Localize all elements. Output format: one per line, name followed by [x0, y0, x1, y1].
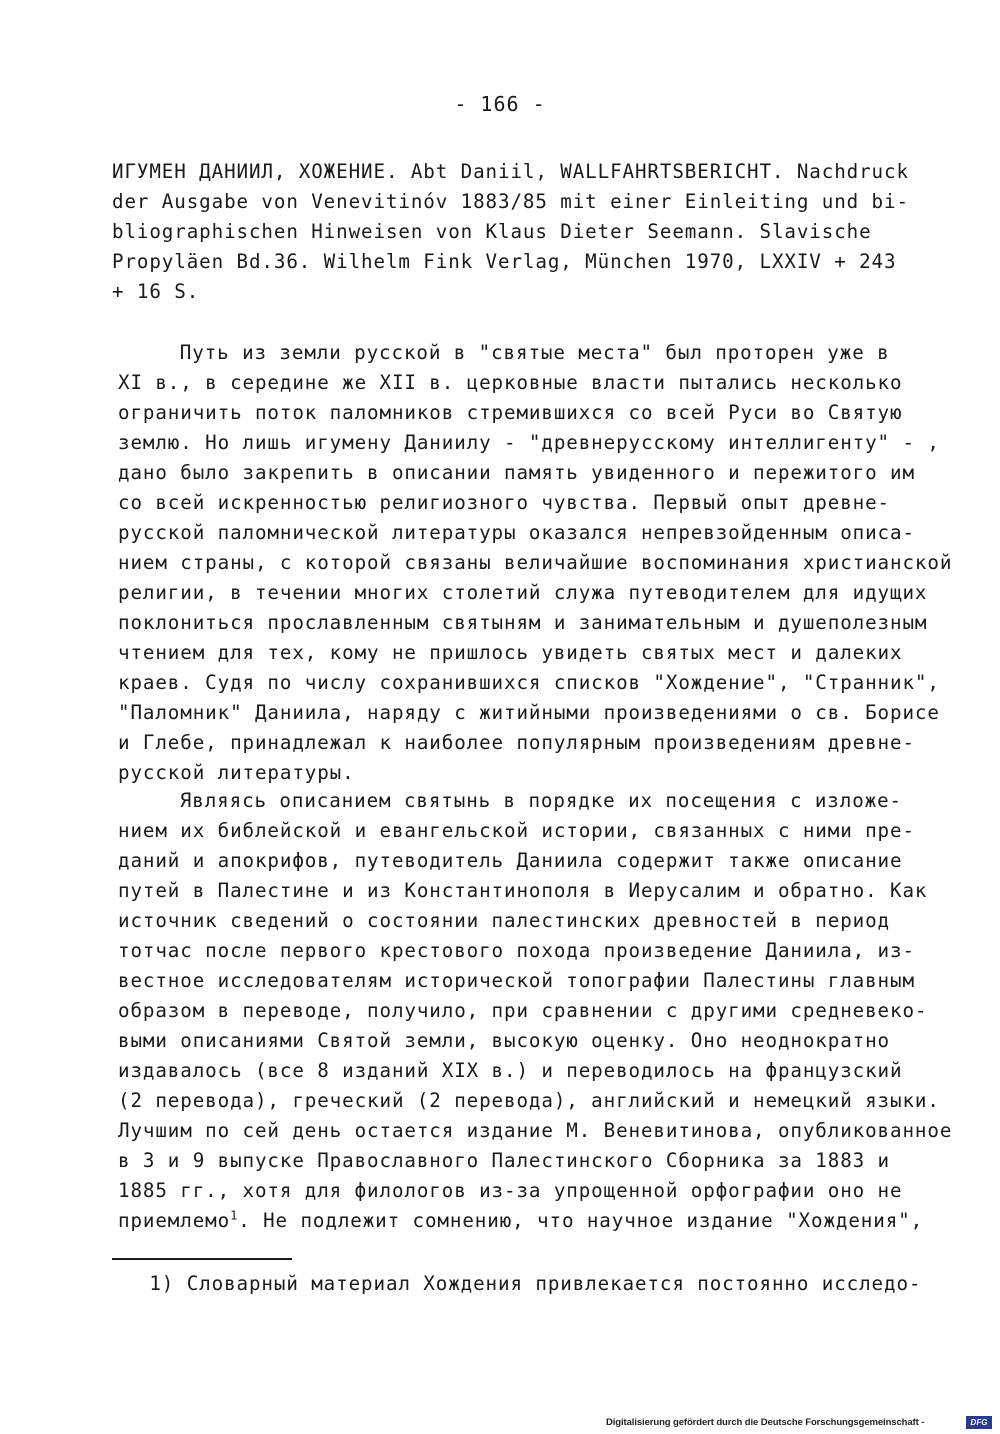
paragraph-line: русской паломнической литературы оказался непревзойденным описа- — [118, 521, 915, 544]
paragraph-line: религии, в течении многих столетий служа путеводителем для идущих — [118, 581, 928, 604]
paragraph-line: дано было закрепить в описании память увиденного и пережитого им — [118, 461, 915, 484]
paragraph-line: вестное исследователям исторической топографии Палестины главным — [118, 969, 915, 992]
paragraph-line: 1885 гг., хотя для филологов из-за упрощенной орфографии оно не — [118, 1179, 903, 1202]
paragraph-line: землю. Но лишь игумену Даниилу - "древнерусскому интеллигенту" - , — [118, 431, 940, 454]
paragraph-line: в 3 и 9 выпуске Православного Палестинского Сборника за 1883 и — [118, 1149, 891, 1172]
paragraph-line: ограничить поток паломников стремившихся со всей Руси во Святую — [118, 401, 903, 424]
paragraph-line: со всей искренностью религиозного чувства. Первый опыт древне- — [118, 491, 891, 514]
dfg-logo-icon: DFG — [966, 1416, 992, 1429]
footnote-separator — [112, 1258, 292, 1260]
paragraph-line: Являясь описанием святынь в порядке их посещения с изложе- — [130, 789, 903, 812]
paragraph-line: нием их библейской и евангельской истории, связанных с ними пре- — [118, 819, 915, 842]
paragraph-line: путей в Палестине и из Константинополя в Иерусалим и обратно. Как — [118, 879, 928, 902]
footnote-reference[interactable]: 1 — [230, 1208, 239, 1223]
paragraph-line: Путь из земли русской в "святые места" был проторен уже в — [130, 341, 890, 364]
page-number: - 166 - — [454, 92, 546, 116]
digitization-credit: Digitalisierung gefördert durch die Deutsche Forschungsgemeinschaft - — [606, 1417, 925, 1428]
paragraph-line: образом в переводе, получило, при сравнении с другими средневеко- — [118, 999, 928, 1022]
paragraph-line: даний и апокрифов, путеводитель Даниила содержит также описание — [118, 849, 903, 872]
footnote-text: 1) Словарный материал Хождения привлекается постоянно исследо- — [112, 1272, 922, 1295]
citation-line: bliographischen Hinweisen von Klaus Dieter Seemann. Slavische — [112, 220, 872, 243]
paragraph-line: нием страны, с которой связаны величайшие воспоминания христианской — [118, 551, 953, 574]
paragraph-line: краев. Судя по числу сохранившихся списков "Хождение", "Странник", — [118, 671, 940, 694]
paragraph-line: "Паломник" Даниила, наряду с житийными произведениями о св. Борисе — [118, 701, 940, 724]
text-after-footnote-ref: . Не подлежит сомнению, что научное издание "Хождения", — [238, 1209, 924, 1232]
citation-line: ИГУМЕН ДАНИИЛ, ХОЖЕНИЕ. Abt Daniil, WALLFAHRTSBERICHT. Nachdruck — [112, 160, 909, 183]
paragraph-line: выми описаниями Святой земли, высокую оценку. Оно неоднократно — [118, 1029, 891, 1052]
paragraph-line: (2 перевода), греческий (2 перевода), английский и немецкий языки. — [118, 1089, 940, 1112]
paragraph-line: издавалось (все 8 изданий XIX в.) и переводилось на французский — [118, 1059, 903, 1082]
citation-line: Propyläen Bd.36. Wilhelm Fink Verlag, München 1970, LXXIV + 243 — [112, 250, 897, 273]
text-before-footnote-ref: приемлемо — [118, 1209, 231, 1232]
paragraph-line: чтением для тех, кому не пришлось увидеть святых мест и далеких — [118, 641, 903, 664]
paragraph-line: поклониться прославленным святыням и занимательным и душеполезным — [118, 611, 928, 634]
paragraph-line — [118, 1206, 923, 1236]
citation-line: der Ausgabe von Venevitinóv 1883/85 mit einer Einleiting und bi- — [112, 190, 909, 213]
paragraph-line: XI в., в середине же XII в. церковные власти пытались несколько — [118, 371, 903, 394]
paragraph-line: и Глебе, принадлежал к наиболее популярным произведениям древне- — [118, 731, 915, 754]
citation-line: + 16 S. — [112, 280, 200, 303]
paragraph-line: тотчас после первого крестового похода произведение Даниила, из- — [118, 939, 915, 962]
paragraph-line: источник сведений о состоянии палестинских древностей в период — [118, 909, 891, 932]
paragraph-line: Лучшим по сей день остается издание М. Веневитинова, опубликованное — [118, 1119, 953, 1142]
paragraph-line: русской литературы. — [118, 761, 355, 784]
